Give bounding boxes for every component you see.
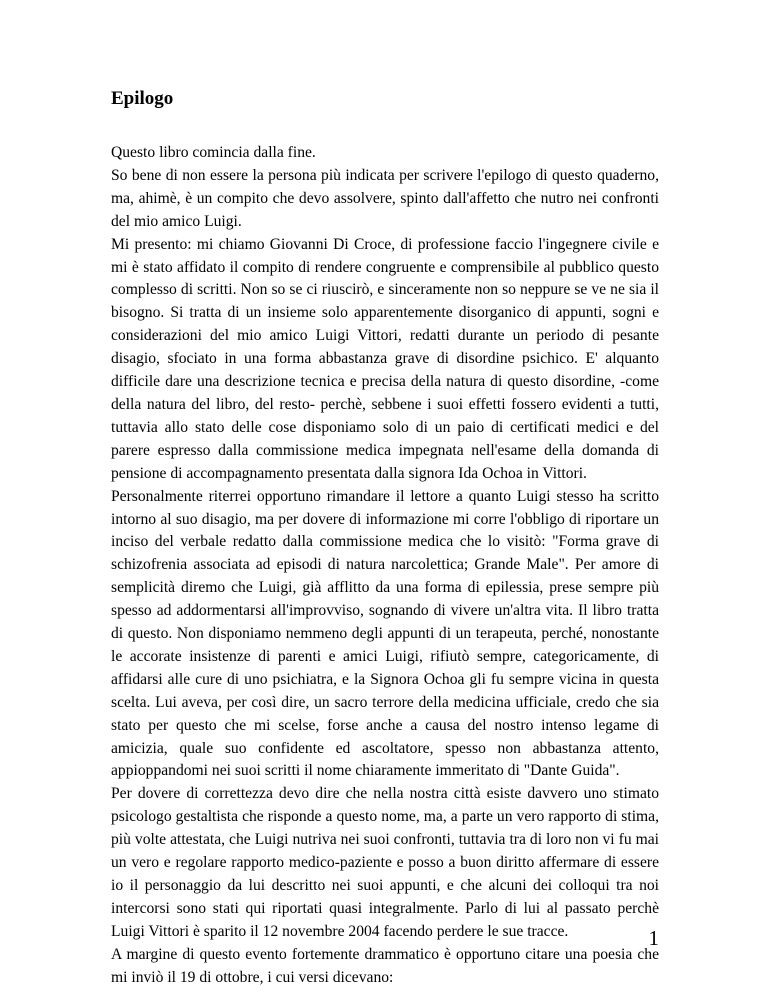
page-number: 1 <box>648 926 659 950</box>
body-text <box>111 142 659 990</box>
paragraph: Per dovere di correttezza devo dire che nella nostra città esiste davvero uno stimato psicologo gestaltista che risponde a questo nome, ma, a parte un vero rapporto di stima, più volte attestata, che Luigi nutriva nei suoi confronti, tuttavia tra di loro non vi fu mai un vero e regolare rapporto medico-paziente e posso a buon diritto affermare di essere io il personaggio da lui descritto nei suoi appunti, e che alcuni dei colloqui tra noi intercorsi sono stati qui riportati quasi integralmente. Parlo di lui al passato perchè Luigi Vittori è sparito il 12 novembre 2004 facendo perdere le sue tracce. <box>111 785 659 940</box>
paragraph: So bene di non essere la persona più indicata per scrivere l'epilogo di questo quaderno, ma, ahimè, è un compito che devo assolvere, spinto dall'affetto che nutro nei confronti del mio amico Luigi. <box>111 166 659 230</box>
paragraph: Personalmente riterrei opportuno rimandare il lettore a quanto Luigi stesso ha scritto intorno al suo disagio, ma per dovere di informazione mi corre l'obbligo di riportare un inciso del verbale redatto dalla commissione medica che lo visitò: "Forma grave di schizofrenia associata ad episodi di natura narcolettica; Grande Male". Per amore di semplicità diremo che Luigi, già afflitto da una forma di epilessia, prese sempre più spesso ad addormentarsi all'improvviso, sognando di vivere un'altra vita. Il libro tratta di questo. Non disponiamo nemmeno degli appunti di un terapeuta, perché, nonostante le accorate insistenze di parenti e amici Luigi, rifiutò sempre, categoricamente, di affidarsi alle cure di uno psichiatra, e la Signora Ochoa gli fu sempre vicina in questa scelta. Lui aveva, per così dire, un sacro terrore della medicina ufficiale, credo che sia stato per questo che mi scelse, forse anche a causa del nostro intenso legame di amicizia, quale suo confidente ed ascoltatore, spesso non abbastanza attento, appioppandomi nei suoi scritti il nome chiaramente immeritato di "Dante Guida". <box>111 487 659 780</box>
paragraph: A margine di questo evento fortemente drammatico è opportuno citare una poesia che mi inviò il 19 di ottobre, i cui versi dicevano: <box>111 945 659 986</box>
paragraph: Mi presento: mi chiamo Giovanni Di Croce, di professione faccio l'ingegnere civile e mi è stato affidato il compito di rendere congruente e comprensibile al pubblico questo complesso di scritti. Non so se ci riuscirò, e sinceramente non so neppure se ve ne sia il bisogno. Si tratta di un insieme solo apparentemente disorganico di appunti, sogni e considerazioni del mio amico Luigi Vittori, redatti durante un periodo di pesante disagio, sfociato in una forma abbastanza grave di disordine psichico. E' alquanto difficile dare una descrizione tecnica e precisa della natura di questo disordine, -come della natura del libro, del resto- perchè, sebbene i suoi effetti fossero evidenti a tutti, tuttavia allo stato delle cose disponiamo solo di un paio di certificati medici e del parere espresso dalla commissione medica impegnata nell'esame della domanda di pensione di accompagnamento presentata dalla signora Ida Ochoa in Vittori. <box>111 235 659 482</box>
paragraph: Questo libro comincia dalla fine. <box>111 144 316 161</box>
chapter-heading: Epilogo <box>111 88 174 109</box>
